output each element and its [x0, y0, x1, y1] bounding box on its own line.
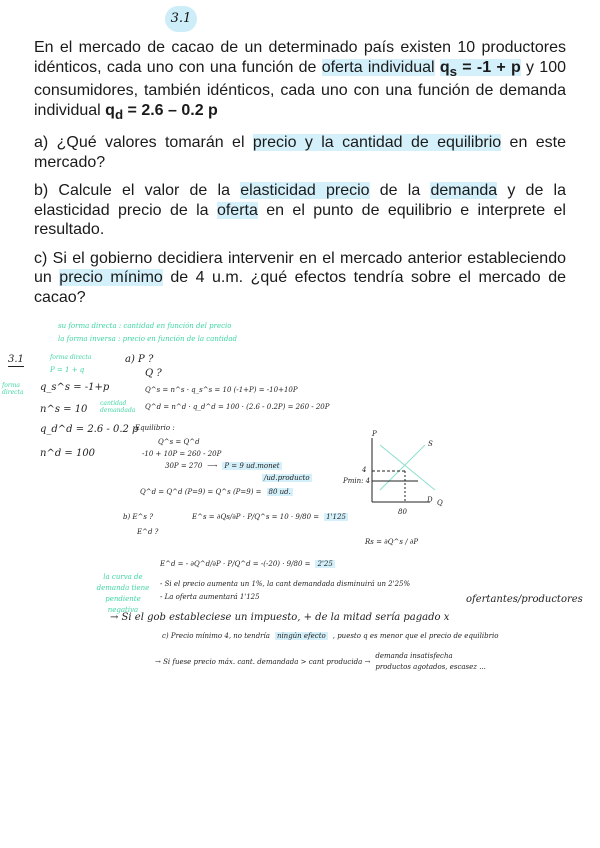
equilibrium-solution-row — [165, 462, 282, 470]
handwritten-notes — [0, 310, 600, 848]
note-b-label: b) E^s ? — [123, 513, 153, 521]
note-q-result: 80 ud. — [268, 488, 291, 496]
graph-p-label: P — [372, 430, 377, 438]
supply-demand-graph — [340, 430, 460, 505]
demand-elasticity-row — [160, 560, 335, 568]
note-ed-formula: E^d = - ∂Q^d/∂P · P/Q^d = -(-20) · 9/80 = — [160, 560, 311, 568]
note-p-result: P = 9 ud.monet — [224, 462, 280, 470]
note-ed-label: E^d ? — [137, 528, 159, 536]
exercise-number: 3.1 — [165, 6, 197, 32]
arrow-icon: ⟶ — [207, 462, 218, 470]
note-green-1: su forma directa : cantidad en función del precio — [58, 322, 232, 330]
demand-function: $q_d = 2.6 - 0.2$ p — [105, 101, 218, 122]
note-forma-directa: forma directa — [50, 354, 92, 361]
note-bullet-2: - La oferta aumentará 1'125 — [160, 593, 260, 601]
note-es-result: 1'125 — [326, 513, 346, 521]
note-nd: n^d = 100 — [40, 448, 96, 459]
note-qs: q_s^s = -1+p — [40, 382, 110, 393]
note-p-result-2: /ud.producto — [264, 474, 310, 482]
supply-elasticity-row — [192, 513, 348, 521]
note-Qs: Q^s = n^s · q_s^s = 10 (-1+P) = -10+10P — [145, 386, 298, 394]
note-eq-solve: 30P = 270 — [165, 462, 203, 470]
note-rs: Rs = ∂Q^s / ∂P — [365, 538, 419, 546]
question-a: a) ¿Qué valores tomarán el precio y la cantidad de equilibrio en este mercado? — [34, 134, 566, 171]
note-q-result-1: Q^d = Q^d (P=9) = Q^s (P=9) = — [140, 488, 262, 496]
note-ns: n^s = 10 — [40, 404, 88, 415]
note-31: 3.1 — [8, 354, 24, 365]
problem-statement — [28, 32, 572, 304]
note-qd: q_d^d = 2.6 - 0.2 p — [40, 424, 139, 435]
highlight-oferta: oferta individual — [321, 58, 435, 76]
note-green-curve: la curva de demanda tiene pendiente negativa — [96, 573, 150, 614]
demand-curve — [380, 445, 435, 490]
note-a-label: a) P ? — [125, 354, 154, 365]
supply-function: $q_s = -1 + p$ — [439, 58, 521, 79]
graph-s-label: S — [428, 440, 433, 448]
note-eq-cond: Q^s = Q^d — [158, 438, 200, 446]
supply-curve — [380, 445, 425, 490]
price-max-row — [155, 652, 486, 672]
intro-text-2: y 100 consumidores, también idénticos, cada uno con una función de demanda individual — [34, 58, 566, 119]
note-c-line-1: c) Precio mínimo 4, no tendría — [162, 632, 270, 640]
part-c-row — [162, 632, 498, 640]
note-ed-result: 2'25 — [317, 560, 333, 568]
note-es-formula: E^s = ∂Qs/∂P · P/Q^s = 10 · 9/80 = — [192, 513, 320, 521]
graph-d-label: D — [427, 496, 433, 504]
question-b: b) Calcule el valor de la elasticidad precio de la demanda y de la elasticidad precio de la oferta en el punto de equilibrio e interprete el resultado. — [34, 182, 567, 239]
note-demanda-insat: demanda insatisfecha — [375, 652, 453, 660]
graph-q-label: Q — [437, 499, 443, 507]
note-Qd: Q^d = n^d · q_d^d = 100 · (2.6 - 0.2P) = 260 - 20P — [145, 403, 330, 411]
note-bullet-1: - Si el precio aumenta un 1%, la cant demandada disminuirá un 2'25% — [160, 580, 411, 588]
graph-pmin-label: Pmin: 4 — [343, 477, 371, 485]
note-arrow-2: → Si fuese precio máx. cant. demandada > cant producida → — [155, 657, 371, 666]
price-max-consequences — [375, 652, 486, 672]
note-green-2: la forma inversa : precio en función de la cantidad — [58, 335, 238, 343]
note-cantidad-demandada: cantidad demandada — [100, 400, 136, 415]
note-q-label: Q ? — [145, 368, 162, 379]
note-c-line-2: , puesto q es menor que el precio de equilibrio — [332, 632, 499, 640]
note-arrow-1: → Si el gob estableciese un impuesto, + de la mitad sería pagado x — [110, 612, 450, 623]
note-productos: productos agotados, escasez ... — [375, 663, 486, 672]
question-c: c) Si el gobierno decidiera intervenir en el mercado anterior estableciendo un precio mínimo de 4 u.m. ¿qué efectos tendría sobre el mercado de cacao? — [34, 249, 566, 306]
note-arrow-1b: ofertantes/productores — [466, 594, 583, 605]
quantity-result-row — [140, 488, 293, 496]
note-eq-line: -10 + 10P = 260 - 20P — [142, 450, 222, 458]
note-c-hl: ningún efecto — [276, 632, 326, 640]
note-p-eq: P = 1 + q — [50, 366, 85, 374]
graph-80-label: 80 — [398, 508, 407, 516]
note-forma-directa-left: forma directa — [2, 382, 24, 397]
problem-intro — [34, 38, 566, 124]
graph-4-label: 4 — [362, 466, 367, 474]
note-equilibrio: Equilibrio : — [135, 424, 175, 432]
intro-text: En el mercado de cacao de un determinado país existen 10 productores idénticos, cada uno con una función de — [34, 39, 566, 76]
